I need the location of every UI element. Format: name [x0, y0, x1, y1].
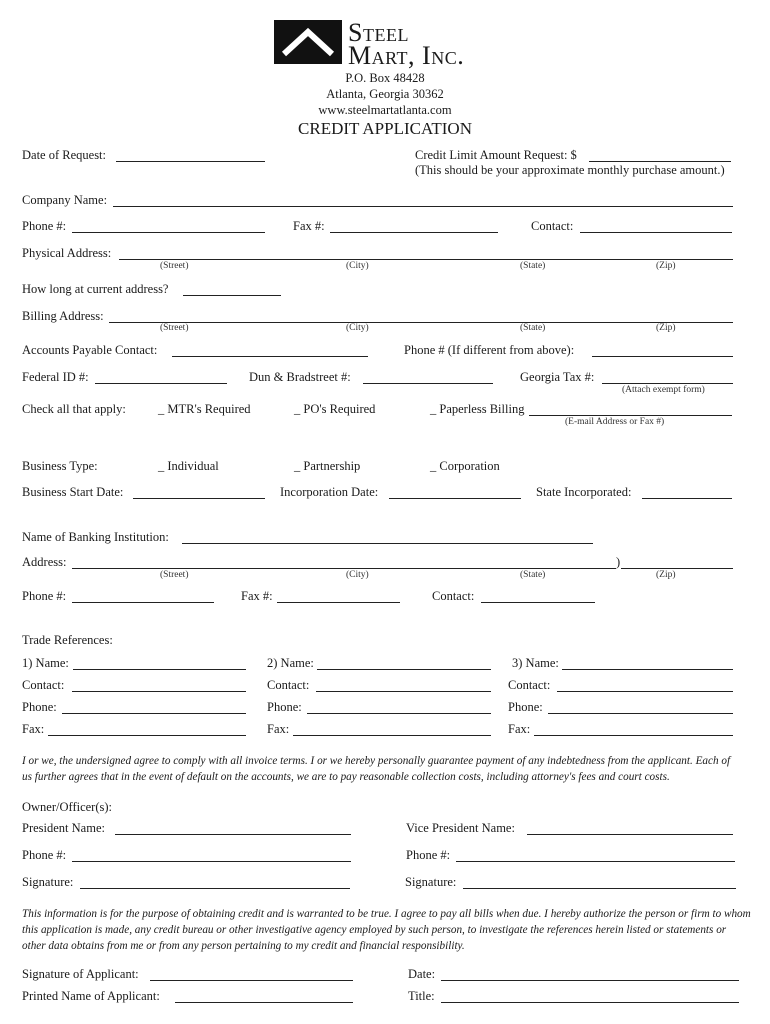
- street-caption: (Street): [160, 570, 189, 580]
- ref2-phone-label: Phone:: [267, 700, 302, 714]
- date-of-request-label: Date of Request:: [22, 148, 107, 162]
- ref1-phone-field[interactable]: [62, 713, 246, 714]
- ap-contact-label: Accounts Payable Contact:: [22, 343, 158, 357]
- bank-contact-label: Contact:: [432, 589, 475, 603]
- bank-contact-field[interactable]: [481, 602, 595, 603]
- bank-name-label: Name of Banking Institution:: [22, 530, 169, 544]
- paperless-field[interactable]: [529, 415, 732, 416]
- ref1-fax-label: Fax:: [22, 722, 45, 736]
- billing-address-label: Billing Address:: [22, 309, 104, 323]
- brand-line1: Steel: [348, 18, 409, 47]
- street-caption: (Street): [160, 261, 189, 271]
- state-inc-field[interactable]: [642, 498, 732, 499]
- address-line1: P.O. Box 48428: [345, 71, 425, 85]
- attach-exempt-caption: (Attach exempt form): [622, 385, 705, 395]
- ap-contact-field[interactable]: [172, 356, 368, 357]
- president-signature-field[interactable]: [80, 888, 350, 889]
- credit-limit-label: Credit Limit Amount Request: $: [415, 148, 577, 162]
- mtr-checkbox[interactable]: _ MTR's Required: [158, 402, 251, 416]
- bank-address-label: Address:: [22, 555, 67, 569]
- website: www.steelmartatlanta.com: [318, 103, 452, 117]
- trade-references-label: Trade References:: [22, 633, 113, 647]
- fax-label: Fax #:: [293, 219, 325, 233]
- business-type-label: Business Type:: [22, 459, 98, 473]
- bank-phone-field[interactable]: [72, 602, 214, 603]
- ref3-fax-label: Fax:: [508, 722, 531, 736]
- fax-field[interactable]: [330, 232, 498, 233]
- president-phone-label: Phone #:: [22, 848, 67, 862]
- contact-field[interactable]: [580, 232, 732, 233]
- ref2-fax-field[interactable]: [293, 735, 491, 736]
- zip-caption: (Zip): [656, 570, 676, 580]
- credit-limit-field[interactable]: [589, 161, 731, 162]
- zip-caption: (Zip): [656, 261, 676, 271]
- date-label: Date:: [408, 967, 436, 981]
- page-title: CREDIT APPLICATION: [298, 119, 472, 138]
- how-long-field[interactable]: [183, 295, 281, 296]
- phone-if-diff-field[interactable]: [592, 356, 733, 357]
- email-fax-caption: (E-mail Address or Fax #): [565, 417, 665, 427]
- president-label: President Name:: [22, 821, 105, 835]
- state-caption: (State): [520, 570, 546, 580]
- corporation-checkbox[interactable]: _ Corporation: [430, 459, 500, 473]
- ref3-fax-field[interactable]: [534, 735, 733, 736]
- president-signature-label: Signature:: [22, 875, 74, 889]
- ref3-name-label: 3) Name:: [512, 656, 559, 670]
- federal-id-label: Federal ID #:: [22, 370, 89, 384]
- inc-date-label: Incorporation Date:: [280, 485, 379, 499]
- ref1-phone-label: Phone:: [22, 700, 57, 714]
- authorization-text: This information is for the purpose of obtaining credit and is warranted to be true. I agree to pay all bills when due. I hereby authorize the person or firm to whom this application is made, any credit bureau or other investigative agency employed by such person, to investigate the references herein listed or statements or other data obtains from me or from any person pertaining to my credit and financial responsibility.: [22, 908, 751, 952]
- zip-caption: (Zip): [656, 323, 676, 333]
- ref1-fax-field[interactable]: [48, 735, 246, 736]
- ga-tax-label: Georgia Tax #:: [520, 370, 595, 384]
- ref2-contact-label: Contact:: [267, 678, 310, 692]
- physical-address-label: Physical Address:: [22, 246, 112, 260]
- guarantee-text: I or we, the undersigned agree to comply with all invoice terms. I or we hereby personally guarantee payment of any indebtedness from the applicant. Each of us further agrees that in the event of default on the accounts, we are to pay reasonable collection costs, including attorney's fees and court costs.: [22, 755, 731, 783]
- dun-label: Dun & Bradstreet #:: [249, 370, 351, 384]
- ref2-phone-field[interactable]: [307, 713, 491, 714]
- how-long-label: How long at current address?: [22, 282, 169, 296]
- title-field[interactable]: [441, 1002, 739, 1003]
- ref2-fax-label: Fax:: [267, 722, 290, 736]
- street-caption: (Street): [160, 323, 189, 333]
- ref3-contact-label: Contact:: [508, 678, 551, 692]
- bank-name-field[interactable]: [182, 543, 593, 544]
- company-logo: [274, 20, 342, 64]
- bank-zip-field[interactable]: [621, 568, 733, 569]
- president-field[interactable]: [115, 834, 351, 835]
- printed-name-field[interactable]: [175, 1002, 353, 1003]
- ref2-name-field[interactable]: [317, 669, 491, 670]
- state-caption: (State): [520, 261, 546, 271]
- ref1-contact-field[interactable]: [72, 691, 246, 692]
- address-line2: Atlanta, Georgia 30362: [326, 87, 444, 101]
- roof-icon: [274, 20, 342, 64]
- city-caption: (City): [346, 323, 369, 333]
- physical-address-field[interactable]: [119, 259, 733, 260]
- ga-tax-field[interactable]: [602, 383, 733, 384]
- dun-field[interactable]: [363, 383, 493, 384]
- individual-checkbox[interactable]: _ Individual: [158, 459, 219, 473]
- city-caption: (City): [346, 261, 369, 271]
- po-checkbox[interactable]: _ PO's Required: [294, 402, 376, 416]
- company-name-field[interactable]: [113, 206, 733, 207]
- date-field[interactable]: [441, 980, 739, 981]
- credit-limit-note: (This should be your approximate monthly purchase amount.): [415, 163, 725, 177]
- ref3-phone-field[interactable]: [548, 713, 733, 714]
- ref3-phone-label: Phone:: [508, 700, 543, 714]
- federal-id-field[interactable]: [95, 383, 227, 384]
- ref2-contact-field[interactable]: [316, 691, 491, 692]
- partnership-checkbox[interactable]: _ Partnership: [294, 459, 361, 473]
- state-inc-label: State Incorporated:: [536, 485, 632, 499]
- city-caption: (City): [346, 570, 369, 580]
- bank-fax-field[interactable]: [277, 602, 400, 603]
- start-date-label: Business Start Date:: [22, 485, 124, 499]
- bank-fax-label: Fax #:: [241, 589, 273, 603]
- check-all-label: Check all that apply:: [22, 402, 126, 416]
- vice-president-field[interactable]: [527, 834, 733, 835]
- date-of-request-field[interactable]: [116, 161, 265, 162]
- vp-phone-label: Phone #:: [406, 848, 451, 862]
- president-phone-field[interactable]: [72, 861, 351, 862]
- sig-applicant-field[interactable]: [150, 980, 353, 981]
- printed-name-label: Printed Name of Applicant:: [22, 989, 160, 1003]
- title-label: Title:: [408, 989, 435, 1003]
- ref1-contact-label: Contact:: [22, 678, 65, 692]
- sig-applicant-label: Signature of Applicant:: [22, 967, 139, 981]
- bank-address-paren: ): [616, 555, 621, 569]
- bank-phone-label: Phone #:: [22, 589, 67, 603]
- phone-field[interactable]: [72, 232, 265, 233]
- vp-signature-label: Signature:: [405, 875, 457, 889]
- phone-label: Phone #:: [22, 219, 67, 233]
- ref1-name-field[interactable]: [73, 669, 246, 670]
- company-name-label: Company Name:: [22, 193, 108, 207]
- vp-signature-field[interactable]: [463, 888, 736, 889]
- contact-label: Contact:: [531, 219, 574, 233]
- ref3-name-field[interactable]: [562, 669, 733, 670]
- inc-date-field[interactable]: [389, 498, 521, 499]
- ref3-contact-field[interactable]: [557, 691, 733, 692]
- owners-label: Owner/Officer(s):: [22, 800, 113, 814]
- phone-if-diff-label: Phone # (If different from above):: [404, 343, 575, 357]
- ref2-name-label: 2) Name:: [267, 656, 314, 670]
- brand-line2: Mart, Inc.: [348, 41, 465, 70]
- state-caption: (State): [520, 323, 546, 333]
- billing-address-field[interactable]: [109, 322, 733, 323]
- paperless-checkbox[interactable]: _ Paperless Billing: [430, 402, 525, 416]
- vp-phone-field[interactable]: [456, 861, 735, 862]
- start-date-field[interactable]: [133, 498, 265, 499]
- bank-address-field[interactable]: [72, 568, 616, 569]
- ref1-name-label: 1) Name:: [22, 656, 69, 670]
- vice-president-label: Vice President Name:: [406, 821, 515, 835]
